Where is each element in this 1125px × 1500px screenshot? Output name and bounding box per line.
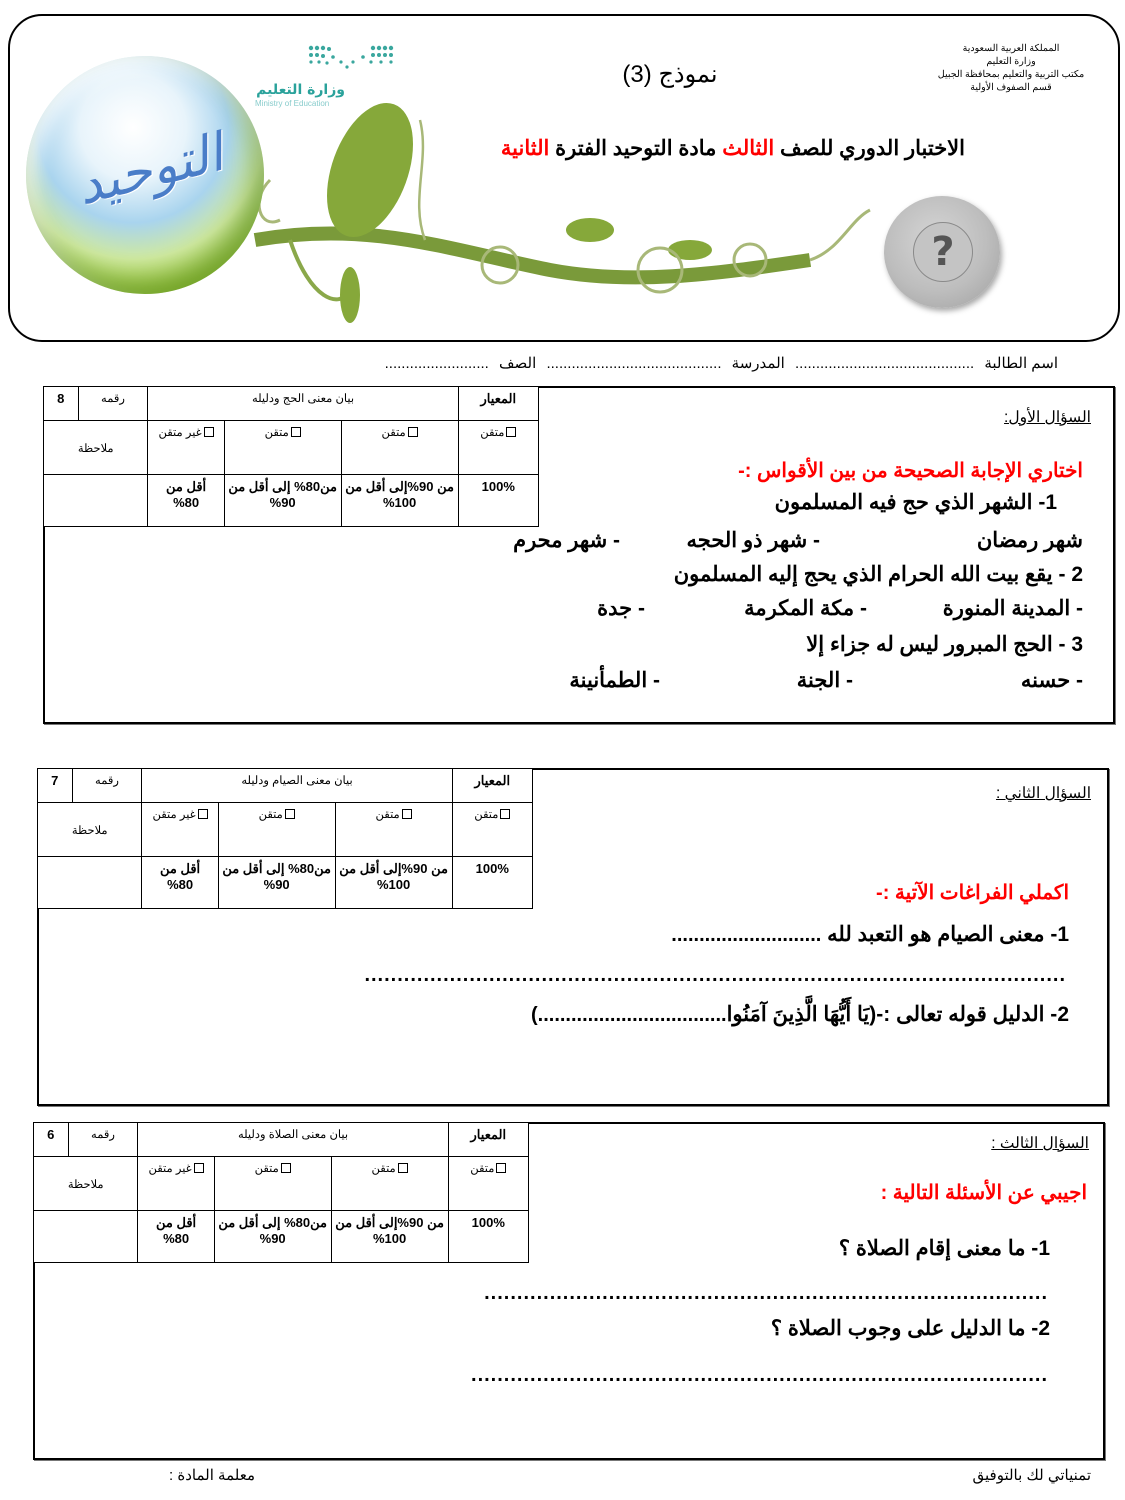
class-label: الصف [499,355,537,372]
choice-option[interactable]: - المدينة المنورة [942,597,1083,620]
rubric-table-2 [37,768,533,909]
checkbox-icon[interactable] [291,427,301,437]
rubric-number: 8 [44,387,79,421]
checkbox-icon[interactable] [204,427,214,437]
question-mark-icon: ? [913,222,973,282]
answer-blank[interactable]: ........................................................................................................... [364,964,1066,986]
question-2-instruction: اكملي الفراغات الآتية :- [876,882,1069,904]
checkbox-icon[interactable] [198,809,208,819]
checkbox-icon[interactable] [398,1163,408,1173]
question-1-item-3: 3 - الحج المبرور ليس له جزاء إلا [806,633,1083,656]
checkbox-icon[interactable] [506,427,516,437]
rubric-criterion-label: المعيار [448,1123,528,1157]
rubric-range: 100% [448,1211,528,1263]
choice-option[interactable]: - حسنه [1020,669,1083,692]
class-field[interactable]: ......................... [384,355,489,372]
rubric-number-label: رقمه [68,1123,138,1157]
rubric-criterion-text: بيان معنى الصلاة ودليله [138,1123,448,1157]
rubric-range: من 90%إلى أقل من 100% [341,475,458,527]
rubric-number-label: رقمه [72,769,142,803]
footer-wish: تمنياتي لك بالتوفيق [972,1467,1091,1484]
choice-option[interactable]: - شهر ذو الحجه [686,529,820,552]
rubric-number: 7 [38,769,73,803]
checkbox-icon[interactable] [194,1163,204,1173]
checkbox-icon[interactable] [402,809,412,819]
ministry-info [911,42,1111,94]
rubric-criterion-text: بيان معنى الحج ودليله [148,387,458,421]
rubric-level[interactable]: متقن [214,1157,331,1211]
exam-term: الثانية [500,137,550,160]
globe-title: التوحيد [70,122,230,218]
rubric-note-label: ملاحظة [38,803,142,857]
rubric-range: من 90%إلى أقل من 100% [335,857,452,909]
rubric-level[interactable]: غير متقن [148,421,224,475]
choice-option[interactable]: - شهر محرم [513,529,620,552]
student-info-line [190,354,1058,372]
answer-blank[interactable]: ........................................................................................ [471,1364,1048,1386]
model-label: نموذج (3) [622,61,718,88]
moe-logo-text: وزارة التعليم [256,82,345,98]
rubric-level[interactable]: غير متقن [142,803,218,857]
rubric-note-label: ملاحظة [44,421,148,475]
rubric-number-label: رقمه [78,387,148,421]
rubric-range: 100% [458,475,538,527]
vine-decoration-icon [250,100,880,330]
moe-logo-subtext: Ministry of Education [255,99,330,108]
question-3-heading: السؤال الثالث : [991,1135,1089,1152]
question-1-instruction: اختاري الإجابة الصحيحة من بين الأقواس :- [738,460,1083,482]
question-1-item-2: 2 - يقع بيت الله الحرام الذي يحج إليه المسلمون [673,563,1083,586]
question-2-item-1: 1- معنى الصيام هو التعبد لله ........................... [671,923,1069,946]
rubric-level[interactable]: متقن [458,421,538,475]
answer-blank[interactable]: ...................................................................................... [484,1282,1048,1304]
choice-option[interactable]: شهر رمضان [976,529,1083,552]
rubric-range: أقل من 80% [148,475,224,527]
rubric-criterion-text: بيان معنى الصيام ودليله [142,769,452,803]
rubric-table-3 [33,1122,529,1263]
ministry-line: وزارة التعليم [986,56,1036,67]
rubric-criterion-label: المعيار [458,387,538,421]
rubric-range: من80% إلى أقل من 90% [218,857,335,909]
rubric-criterion-label: المعيار [452,769,532,803]
rubric-level[interactable]: غير متقن [138,1157,214,1211]
rubric-level[interactable]: متقن [224,421,341,475]
rubric-level[interactable]: متقن [335,803,452,857]
exam-title-part1: الاختبار الدوري للصف [774,137,965,160]
school-label: المدرسة [731,355,785,372]
rubric-level[interactable]: متقن [448,1157,528,1211]
choice-option[interactable]: - الجنة [796,669,853,692]
rubric-range: 100% [452,857,532,909]
rubric-range: من80% إلى أقل من 90% [224,475,341,527]
ministry-line: المملكة العربية السعودية [962,43,1060,54]
checkbox-icon[interactable] [408,427,418,437]
question-3-item-1: 1- ما معنى إقام الصلاة ؟ [838,1237,1050,1260]
checkbox-icon[interactable] [500,809,510,819]
question-1-heading: السؤال الأول: [1004,409,1091,426]
rubric-note-label: ملاحظة [34,1157,138,1211]
question-3-item-2: 2- ما الدليل على وجوب الصلاة ؟ [770,1317,1050,1340]
checkbox-icon[interactable] [285,809,295,819]
rubric-range: من80% إلى أقل من 90% [214,1211,331,1263]
rubric-note-field[interactable] [38,857,142,909]
rubric-note-field[interactable] [34,1211,138,1263]
school-field[interactable]: .......................................... [546,355,722,372]
ministry-line: مكتب التربية والتعليم بمحافظة الجبيل [937,69,1085,80]
answer-blank[interactable]: ..................................) [530,1004,727,1026]
student-name-field[interactable]: ........................................... [794,355,975,372]
rubric-range: من 90%إلى أقل من 100% [331,1211,448,1263]
rubric-number: 6 [34,1123,69,1157]
rubric-range: أقل من 80% [138,1211,214,1263]
choice-option[interactable]: - مكة المكرمة [744,597,867,620]
question-1-item-1: 1- الشهر الذي حج فيه المسلمون [774,491,1057,514]
checkbox-icon[interactable] [281,1163,291,1173]
question-2-item-2: 2- الدليل قوله تعالى :-(يَا أَيُّهَا الَّذِينَ آمَنُوا..................................) [530,1003,1069,1026]
rubric-level[interactable]: متقن [218,803,335,857]
student-name-label: اسم الطالبة [984,355,1058,372]
rubric-level[interactable]: متقن [331,1157,448,1211]
exam-grade: الثالث [722,137,775,160]
question-2-heading: السؤال الثاني : [995,785,1091,802]
choice-option[interactable]: - الطمأنينة [569,669,660,692]
question-3-instruction: اجيبي عن الأسئلة التالية : [880,1182,1087,1204]
rubric-range: أقل من 80% [142,857,218,909]
ministry-line: قسم الصفوف الأولية [970,82,1052,93]
exam-title [420,136,965,161]
choice-option[interactable]: - جدة [597,597,645,620]
rubric-level[interactable]: متقن [452,803,532,857]
checkbox-icon[interactable] [496,1163,506,1173]
rubric-note-field[interactable] [44,475,148,527]
teacher-label: معلمة المادة : [169,1467,255,1484]
rubric-table-1 [43,386,539,527]
answer-blank[interactable]: ........................... [671,924,822,946]
rubric-level[interactable]: متقن [341,421,458,475]
exam-title-part2: مادة التوحيد الفترة [549,137,723,160]
